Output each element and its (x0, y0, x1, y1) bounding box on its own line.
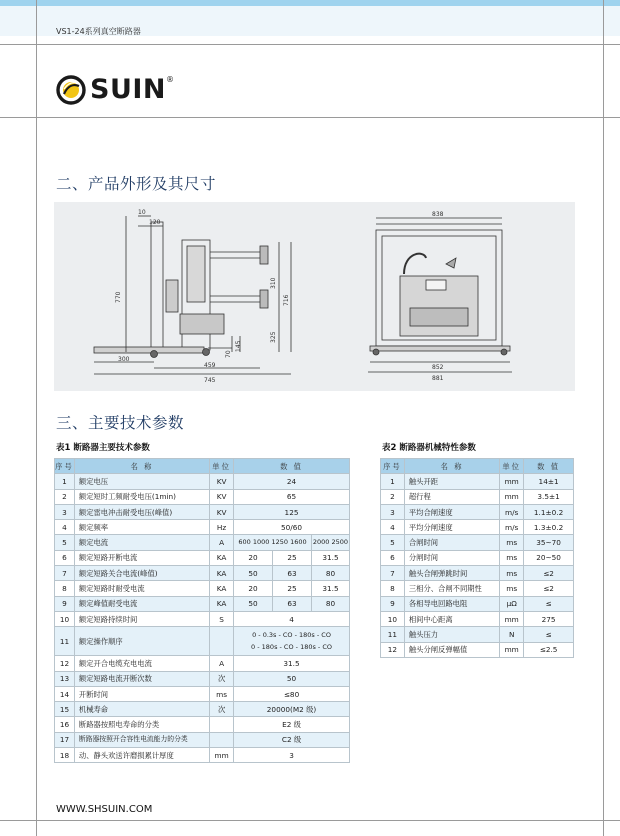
table-row: 1 触头开距 mm 14±1 (381, 474, 574, 489)
table1-header-row (55, 459, 350, 474)
table-row: 4 额定频率 Hz 50/60 (55, 520, 350, 535)
dim-70: 70 (225, 350, 232, 358)
dim-881: 881 (432, 375, 444, 382)
table-row: 2 超行程 mm 3.5±1 (381, 489, 574, 504)
table2 (380, 458, 574, 658)
table-row: 11 额定操作顺序 0 - 0.3s - CO - 180s - CO 0 - 180s - CO - 180s - CO (55, 627, 350, 656)
table-row: 8 三相分、合闸不同期性 ms ≤2 (381, 581, 574, 596)
left-insulator-core (187, 246, 205, 302)
dimension-drawing (54, 202, 575, 391)
table-row: 8 额定短路时耐受电流 KA 20 25 31.5 (55, 581, 350, 596)
dim-838: 838 (432, 211, 444, 218)
left-margin-line (36, 0, 37, 836)
left-mechanism-box (166, 280, 178, 312)
drawing-canvas (54, 202, 575, 391)
section-title-dimensions: 二、产品外形及其尺寸 (56, 175, 217, 193)
dim-145: 145 (235, 340, 242, 352)
table-row: 3 额定雷电冲击耐受电压(峰值) KV 125 (55, 504, 350, 519)
dim-770: 770 (115, 291, 122, 303)
header-divider (0, 44, 620, 45)
op-sequence-1: 0 - 0.3s - CO - 180s - CO (252, 631, 331, 640)
left-base-rail (94, 347, 204, 353)
dim-745: 745 (204, 377, 216, 384)
table-row: 3 平均合闸速度 m/s 1.1±0.2 (381, 504, 574, 519)
table-row: 17 断路器按照开合容性电流能力的分类 C2 级 (55, 732, 350, 747)
table-row: 12 触头分闸反弹幅值 mm ≤2.5 (381, 642, 574, 657)
table2-header-no: 序号 (381, 459, 405, 474)
section-title-parameters: 三、主要技术参数 (56, 414, 185, 432)
table1-header-name: 名 称 (74, 459, 209, 474)
table-row: 9 额定峰值耐受电流 KA 50 63 80 (55, 596, 350, 611)
table1-header-value: 数 值 (234, 459, 350, 474)
table-row: 7 触头合闸弹跳时间 ms ≤2 (381, 566, 574, 581)
table2-header-unit: 单位 (500, 459, 524, 474)
dim-300: 300 (118, 356, 130, 363)
table-row: 6 额定短路开断电流 KA 20 25 31.5 (55, 550, 350, 565)
table-row: 12 额定开合电缆充电电流 A 31.5 (55, 656, 350, 671)
table-row: 1 额定电压 KV 24 (55, 474, 350, 489)
doc-title: VS1-24系列真空断路器 (56, 27, 141, 36)
right-margin-line (603, 0, 604, 836)
registered-mark: ® (166, 75, 175, 84)
logo-divider (0, 117, 620, 118)
dim-120: 120 (149, 219, 161, 226)
left-pole-column (151, 222, 163, 350)
table-row: 14 开断时间 ms ≤80 (55, 686, 350, 701)
table-row: 4 平均分闸速度 m/s 1.3±0.2 (381, 520, 574, 535)
table-row: 5 额定电流 A 600 1000 1250 1600 2000 2500 (55, 535, 350, 550)
dim-10: 10 (138, 209, 146, 216)
dim-310: 310 (270, 277, 277, 289)
dim-325: 325 (270, 331, 277, 343)
table-row: 18 动、静头欢送许磨损累计厚度 mm 3 (55, 748, 350, 763)
table1-caption: 表1 断路器主要技术参数 (56, 443, 150, 453)
header-accent-bar (0, 0, 620, 6)
table1-header-unit: 单位 (210, 459, 234, 474)
table-row: 15 机械寿命 次 20000(M2 级) (55, 702, 350, 717)
table1-header-no: 序号 (55, 459, 75, 474)
footer-divider (0, 820, 620, 821)
right-base-rail (370, 346, 510, 351)
table-row: 6 分闸时间 ms 20~50 (381, 550, 574, 565)
brand-logo (56, 74, 174, 105)
dim-716: 716 (283, 294, 290, 306)
table-row: 9 各相导电回路电阻 μΩ ≤ (381, 596, 574, 611)
table-row: 11 触头压力 N ≤ (381, 627, 574, 642)
table-row: 7 额定短路关合电流(峰值) KA 50 63 80 (55, 566, 350, 581)
dim-852: 852 (432, 364, 444, 371)
table-row: 10 额定短路持续时间 S 4 (55, 611, 350, 626)
table2-header-name: 名 称 (404, 459, 499, 474)
table-row: 16 断路器按照电寿命的分类 E2 级 (55, 717, 350, 732)
footer-website[interactable]: WWW.SHSUIN.COM (56, 804, 153, 815)
table-row: 2 额定短时工频耐受电压(1min) KV 65 (55, 489, 350, 504)
table2-caption: 表2 断路器机械特性参数 (382, 443, 476, 453)
suin-logo-icon (56, 75, 86, 105)
table-row: 10 相间中心距离 mm 275 (381, 611, 574, 626)
table-row: 13 额定短路电流开断次数 次 50 (55, 671, 350, 686)
dim-459: 459 (204, 362, 216, 369)
logo-wordmark: SUIN (90, 74, 167, 105)
op-sequence-2: 0 - 180s - CO - 180s - CO (251, 643, 332, 652)
table-row: 5 合闸时间 ms 35~70 (381, 535, 574, 550)
table2-header-value: 数 值 (524, 459, 574, 474)
table1 (54, 458, 350, 763)
table2-header-row (381, 459, 574, 474)
